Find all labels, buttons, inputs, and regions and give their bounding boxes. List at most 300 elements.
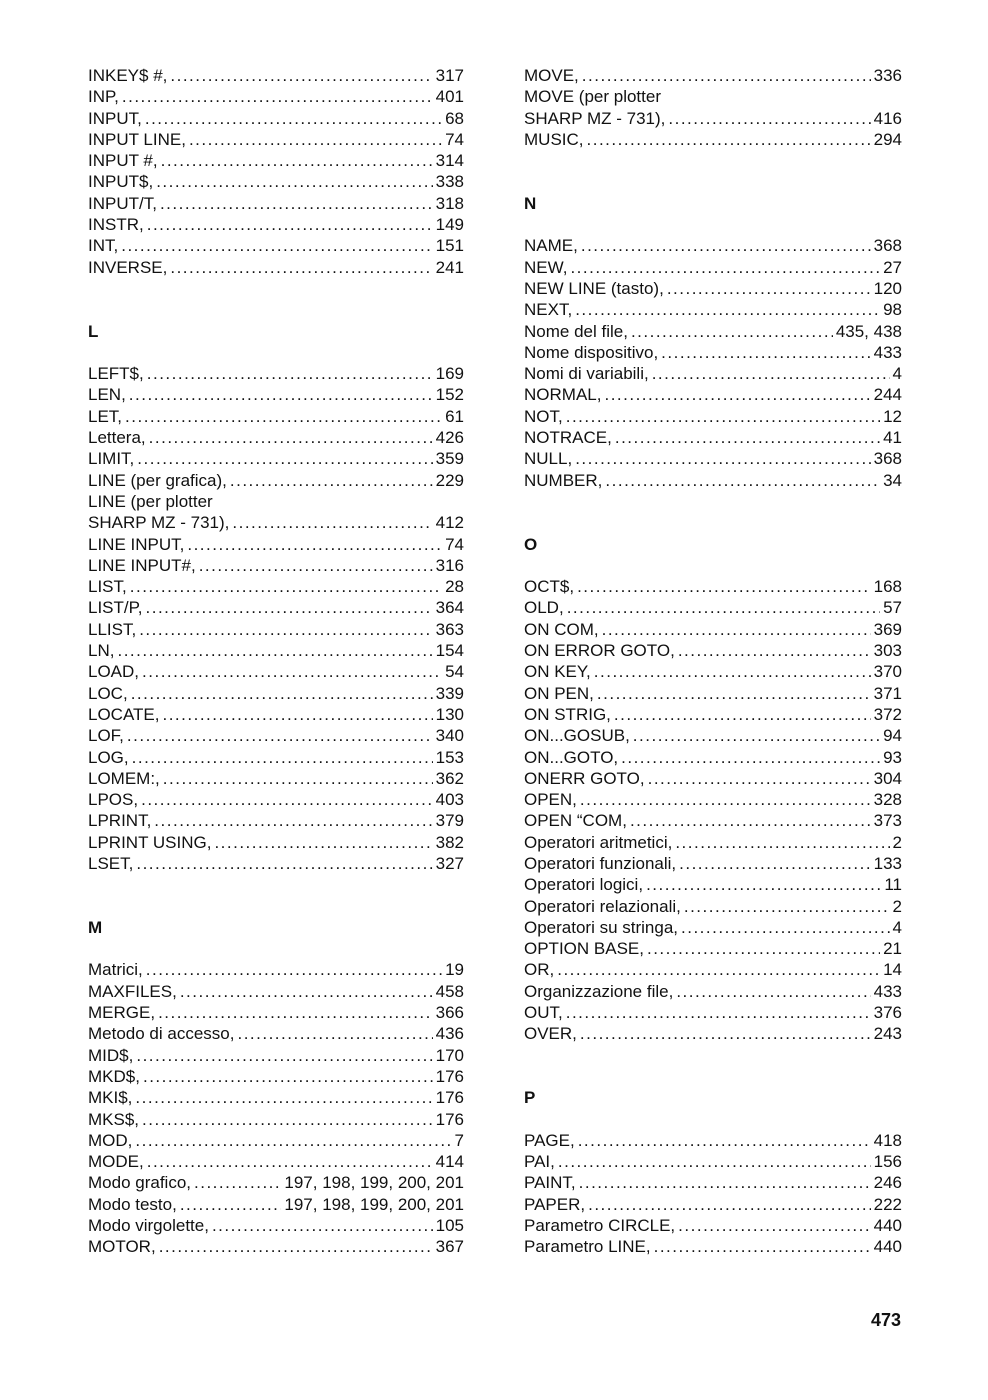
index-entry xyxy=(88,1002,464,1023)
index-term: Operatori funzionali, xyxy=(524,853,677,873)
index-pages: 359 xyxy=(435,449,464,469)
index-term: MUSIC, xyxy=(524,129,584,149)
index-term: LOCATE, xyxy=(88,704,160,724)
index-term: LOF, xyxy=(88,726,124,746)
index-column-right xyxy=(524,65,902,1258)
index-entry xyxy=(88,65,464,86)
index-pages: 120 xyxy=(873,278,902,298)
index-pages: 74 xyxy=(445,534,464,554)
index-pages: 168 xyxy=(873,577,902,597)
index-pages: 367 xyxy=(435,1237,464,1257)
dot-leader xyxy=(127,725,433,746)
index-entry xyxy=(524,1172,902,1193)
index-entry xyxy=(88,193,464,214)
index-entry xyxy=(524,257,902,278)
index-term: OPEN “COM, xyxy=(524,811,627,831)
index-entry xyxy=(88,704,464,725)
dot-leader xyxy=(139,619,432,640)
index-term: LINE INPUT#, xyxy=(88,555,196,575)
index-pages: 152 xyxy=(435,385,464,405)
dot-leader xyxy=(145,108,442,129)
index-entry xyxy=(524,619,902,640)
index-term: INPUT #, xyxy=(88,151,158,171)
index-entry xyxy=(88,1130,464,1151)
index-entry xyxy=(88,257,464,278)
index-pages: 19 xyxy=(445,960,464,980)
index-term: NEW, xyxy=(524,257,568,277)
dot-leader xyxy=(156,171,432,192)
index-pages: 364 xyxy=(435,598,464,618)
dot-leader xyxy=(147,214,433,235)
index-pages: 362 xyxy=(435,768,464,788)
dot-leader xyxy=(194,1172,281,1193)
dot-leader xyxy=(189,129,442,150)
index-term: LOMEM:, xyxy=(88,768,160,788)
index-term: SHARP MZ - 731), xyxy=(88,513,230,533)
index-pages: 28 xyxy=(445,577,464,597)
dot-leader xyxy=(117,640,432,661)
index-term: LLIST, xyxy=(88,619,137,639)
index-pages: 327 xyxy=(435,853,464,873)
index-pages: 170 xyxy=(435,1045,464,1065)
index-term: INVERSE, xyxy=(88,257,168,277)
index-pages: 368 xyxy=(873,449,902,469)
index-term: PAGE, xyxy=(524,1130,575,1150)
index-entry xyxy=(88,981,464,1002)
dot-leader xyxy=(158,1002,433,1023)
index-pages: 370 xyxy=(873,662,902,682)
dot-leader xyxy=(180,981,433,1002)
dot-leader xyxy=(146,597,433,618)
index-pages: 328 xyxy=(873,790,902,810)
index-term: LN, xyxy=(88,641,115,661)
index-group-o xyxy=(524,576,902,1045)
index-entry xyxy=(524,1194,902,1215)
index-term: INPUT LINE, xyxy=(88,129,186,149)
dot-leader xyxy=(135,1130,451,1151)
dot-leader xyxy=(122,86,433,107)
index-entry xyxy=(88,491,464,512)
index-entry xyxy=(524,470,902,491)
index-pages: 7 xyxy=(454,1130,464,1150)
index-term: Operatori relazionali, xyxy=(524,896,681,916)
index-entry xyxy=(524,959,902,980)
dot-leader xyxy=(647,938,880,959)
dot-leader xyxy=(142,1109,433,1130)
dot-leader xyxy=(602,619,871,640)
index-entry xyxy=(88,108,464,129)
dot-leader xyxy=(143,1066,433,1087)
dot-leader xyxy=(237,1023,432,1044)
index-entry xyxy=(524,789,902,810)
index-term: MAXFILES, xyxy=(88,981,177,1001)
index-pages: 176 xyxy=(435,1088,464,1108)
dot-leader xyxy=(581,235,871,256)
dot-leader xyxy=(212,1215,433,1236)
index-pages: 376 xyxy=(873,1003,902,1023)
index-pages: 314 xyxy=(435,151,464,171)
index-term: LPRINT USING, xyxy=(88,832,212,852)
dot-leader xyxy=(621,747,880,768)
index-term: Parametro LINE, xyxy=(524,1237,651,1257)
index-pages: 153 xyxy=(435,747,464,767)
index-pages: 294 xyxy=(873,129,902,149)
index-term: PAI, xyxy=(524,1152,555,1172)
dot-leader xyxy=(566,406,880,427)
index-term: Modo testo, xyxy=(88,1194,177,1214)
index-term: Metodo di accesso, xyxy=(88,1024,235,1044)
dot-leader xyxy=(567,597,880,618)
index-pages: 74 xyxy=(445,129,464,149)
dot-leader xyxy=(575,299,880,320)
index-entry xyxy=(88,150,464,171)
dot-leader xyxy=(597,683,871,704)
index-entry xyxy=(88,129,464,150)
index-entry xyxy=(524,661,902,682)
index-term: MERGE, xyxy=(88,1003,156,1023)
index-term: Operatori su stringa, xyxy=(524,917,679,937)
index-term: MOD, xyxy=(88,1130,133,1150)
index-pages: 414 xyxy=(435,1152,464,1172)
index-term: SHARP MZ - 731), xyxy=(524,108,666,128)
index-group-m-continued xyxy=(524,65,902,150)
dot-leader xyxy=(676,981,870,1002)
index-entry xyxy=(88,1045,464,1066)
dot-leader xyxy=(147,1151,433,1172)
dot-leader xyxy=(125,406,442,427)
index-term: Modo grafico, xyxy=(88,1173,191,1193)
index-term: OR, xyxy=(524,960,555,980)
index-pages: 130 xyxy=(435,704,464,724)
index-pages: 372 xyxy=(873,704,902,724)
index-term: ON PEN, xyxy=(524,683,594,703)
dot-leader xyxy=(146,959,442,980)
dot-leader xyxy=(667,278,871,299)
dot-leader xyxy=(575,448,870,469)
dot-leader xyxy=(187,534,442,555)
dot-leader xyxy=(135,1087,432,1108)
index-pages: 368 xyxy=(873,236,902,256)
index-pages: 246 xyxy=(873,1173,902,1193)
index-term: LPRINT, xyxy=(88,811,152,831)
index-pages: 440 xyxy=(873,1216,902,1236)
dot-leader xyxy=(141,789,433,810)
index-pages: 317 xyxy=(435,66,464,85)
dot-leader xyxy=(582,65,871,86)
index-entry xyxy=(88,1023,464,1044)
dot-leader xyxy=(578,1130,871,1151)
index-pages: 169 xyxy=(435,364,464,384)
index-pages: 93 xyxy=(883,747,902,767)
dot-leader xyxy=(131,683,433,704)
index-entry xyxy=(88,171,464,192)
dot-leader xyxy=(633,725,880,746)
index-entry xyxy=(524,832,902,853)
index-entry xyxy=(88,1194,464,1215)
index-pages: 151 xyxy=(435,236,464,256)
index-pages: 2 xyxy=(892,832,902,852)
dot-leader xyxy=(170,257,432,278)
index-term: Nome dispositivo, xyxy=(524,342,659,362)
index-term: OCT$, xyxy=(524,577,575,597)
index-term: MID$, xyxy=(88,1045,134,1065)
dot-leader xyxy=(160,193,433,214)
index-pages: 303 xyxy=(873,641,902,661)
index-entry xyxy=(88,853,464,874)
index-pages: 403 xyxy=(435,790,464,810)
index-entry xyxy=(524,1151,902,1172)
index-entry xyxy=(524,938,902,959)
dot-leader xyxy=(684,896,890,917)
index-term: INP, xyxy=(88,87,119,107)
index-pages: 98 xyxy=(883,300,902,320)
index-pages: 436 xyxy=(435,1024,464,1044)
index-entry xyxy=(88,470,464,491)
index-pages: 54 xyxy=(445,662,464,682)
index-term: LIMIT, xyxy=(88,449,135,469)
index-entry xyxy=(524,981,902,1002)
index-entry xyxy=(88,1236,464,1257)
dot-leader xyxy=(136,1045,432,1066)
index-pages: 338 xyxy=(435,172,464,192)
dot-leader xyxy=(675,832,889,853)
index-entry xyxy=(88,406,464,427)
index-term: NORMAL, xyxy=(524,385,602,405)
index-pages: 27 xyxy=(883,257,902,277)
dot-leader xyxy=(577,576,871,597)
index-pages: 241 xyxy=(435,257,464,277)
dot-leader xyxy=(678,1215,870,1236)
index-entry xyxy=(524,1130,902,1151)
index-entry xyxy=(88,1172,464,1193)
index-entry xyxy=(88,725,464,746)
index-pages: 426 xyxy=(435,428,464,448)
dot-leader xyxy=(614,704,871,725)
dot-leader xyxy=(652,363,890,384)
index-pages: 133 xyxy=(873,853,902,873)
index-pages: 304 xyxy=(873,768,902,788)
index-term: INT, xyxy=(88,236,119,256)
dot-leader xyxy=(163,768,433,789)
dot-leader xyxy=(661,342,870,363)
dot-leader xyxy=(681,917,890,938)
dot-leader xyxy=(170,65,432,86)
index-entry xyxy=(88,555,464,576)
index-entry xyxy=(524,384,902,405)
dot-leader xyxy=(604,384,870,405)
index-entry xyxy=(88,959,464,980)
index-term: NOT, xyxy=(524,406,563,426)
index-term: LIST, xyxy=(88,577,127,597)
index-entry xyxy=(88,597,464,618)
index-entry xyxy=(88,661,464,682)
index-term: Operatori logici, xyxy=(524,875,644,895)
index-entry xyxy=(88,640,464,661)
index-entry xyxy=(524,342,902,363)
index-term: MKS$, xyxy=(88,1109,140,1129)
index-group-i xyxy=(88,65,464,278)
dot-leader xyxy=(668,108,870,129)
index-pages: 412 xyxy=(435,513,464,533)
index-entry xyxy=(524,1002,902,1023)
dot-leader xyxy=(142,661,442,682)
index-term: Lettera, xyxy=(88,428,146,448)
index-pages: 440 xyxy=(873,1237,902,1257)
index-term: PAINT, xyxy=(524,1173,576,1193)
section-letter-n: N xyxy=(524,193,537,213)
index-term: MKI$, xyxy=(88,1088,133,1108)
index-term: OLD, xyxy=(524,598,564,618)
index-entry xyxy=(524,1215,902,1236)
index-pages: 433 xyxy=(873,981,902,1001)
index-entry xyxy=(524,896,902,917)
index-entry xyxy=(524,810,902,831)
index-term: NUMBER, xyxy=(524,470,603,490)
dot-leader xyxy=(605,470,880,491)
dot-leader xyxy=(630,810,871,831)
page-number: 473 xyxy=(870,1310,901,1330)
dot-leader xyxy=(137,448,432,469)
index-term: INPUT/T, xyxy=(88,193,157,213)
index-pages: 11 xyxy=(884,875,902,895)
dot-leader xyxy=(136,853,432,874)
index-entry xyxy=(88,214,464,235)
index-pages: 318 xyxy=(435,193,464,213)
index-entry xyxy=(88,235,464,256)
index-entry xyxy=(88,768,464,789)
index-entry xyxy=(88,1109,464,1130)
index-term: LOAD, xyxy=(88,662,140,682)
index-entry xyxy=(88,576,464,597)
index-pages: 316 xyxy=(435,555,464,575)
index-pages: 458 xyxy=(435,981,464,1001)
index-entry xyxy=(524,597,902,618)
index-pages: 243 xyxy=(873,1024,902,1044)
index-term: OPTION BASE, xyxy=(524,939,644,959)
dot-leader xyxy=(678,640,871,661)
index-term: MKD$, xyxy=(88,1066,140,1086)
dot-leader xyxy=(579,1172,871,1193)
dot-leader xyxy=(594,661,871,682)
dot-leader xyxy=(129,384,433,405)
dot-leader xyxy=(121,235,432,256)
index-entry xyxy=(524,108,902,129)
index-term: INSTR, xyxy=(88,215,144,235)
index-pages: 379 xyxy=(435,811,464,831)
index-pages: 366 xyxy=(435,1003,464,1023)
index-term: NULL, xyxy=(524,449,573,469)
dot-leader xyxy=(159,1236,433,1257)
index-entry xyxy=(524,747,902,768)
dot-leader xyxy=(149,427,433,448)
index-entry xyxy=(524,427,902,448)
section-letter-p: P xyxy=(524,1088,536,1108)
index-pages: 382 xyxy=(435,832,464,852)
index-pages: 12 xyxy=(883,406,902,426)
index-column-left xyxy=(88,65,464,1258)
index-term: INKEY$ #, xyxy=(88,66,168,85)
dot-leader xyxy=(199,555,433,576)
index-term: ON ERROR GOTO, xyxy=(524,641,675,661)
index-pages: 339 xyxy=(435,683,464,703)
index-term: Organizzazione file, xyxy=(524,981,674,1001)
index-entry xyxy=(88,1066,464,1087)
dot-leader xyxy=(646,874,881,895)
index-pages: 2 xyxy=(892,896,902,916)
section-letter-m: M xyxy=(88,917,103,937)
index-term: Modo virgolette, xyxy=(88,1216,209,1236)
index-pages: 176 xyxy=(435,1109,464,1129)
dot-leader xyxy=(180,1194,282,1215)
section-letter-o: O xyxy=(524,534,538,554)
index-term: ON...GOSUB, xyxy=(524,726,630,746)
index-pages: 197, 198, 199, 200, 201 xyxy=(284,1194,464,1214)
index-pages: 61 xyxy=(445,406,464,426)
index-entry xyxy=(88,363,464,384)
index-term: OUT, xyxy=(524,1003,563,1023)
dot-leader xyxy=(230,470,433,491)
index-pages: 401 xyxy=(435,87,464,107)
index-entry xyxy=(524,683,902,704)
index-term: LINE INPUT, xyxy=(88,534,185,554)
index-term: Parametro CIRCLE, xyxy=(524,1216,676,1236)
index-entry xyxy=(88,810,464,831)
index-entry xyxy=(524,406,902,427)
index-term: LINE (per grafica), xyxy=(88,470,227,490)
dot-leader xyxy=(580,789,871,810)
index-term: MOVE (per plotter xyxy=(524,87,661,107)
index-pages: 105 xyxy=(435,1216,464,1236)
index-entry xyxy=(524,363,902,384)
index-pages: 433 xyxy=(873,342,902,362)
index-entry xyxy=(88,384,464,405)
index-entry xyxy=(524,86,902,107)
index-term: ON COM, xyxy=(524,619,599,639)
dot-leader xyxy=(654,1236,871,1257)
dot-leader xyxy=(132,747,433,768)
dot-leader xyxy=(580,1023,871,1044)
index-entry xyxy=(88,789,464,810)
index-pages: 369 xyxy=(873,619,902,639)
index-term: LEN, xyxy=(88,385,126,405)
index-entry xyxy=(524,725,902,746)
index-entry xyxy=(524,853,902,874)
index-entry xyxy=(524,1236,902,1257)
dot-leader xyxy=(631,321,833,342)
index-term: LEFT$, xyxy=(88,364,144,384)
index-term: MOVE, xyxy=(524,66,579,85)
index-entry xyxy=(524,321,902,342)
index-pages: 176 xyxy=(435,1066,464,1086)
index-entry xyxy=(88,832,464,853)
index-entry xyxy=(524,768,902,789)
dot-leader xyxy=(570,257,880,278)
index-pages: 21 xyxy=(883,939,902,959)
index-entry xyxy=(524,235,902,256)
index-term: ONERR GOTO, xyxy=(524,768,645,788)
index-pages: 371 xyxy=(873,683,902,703)
index-term: Nome del file, xyxy=(524,321,628,341)
dot-leader xyxy=(147,363,433,384)
section-letter-l: L xyxy=(88,321,99,341)
index-pages: 229 xyxy=(435,470,464,490)
index-pages: 336 xyxy=(873,66,902,85)
index-term: LPOS, xyxy=(88,790,139,810)
index-pages: 156 xyxy=(873,1152,902,1172)
index-entry xyxy=(88,619,464,640)
index-term: OPEN, xyxy=(524,790,577,810)
index-pages: 340 xyxy=(435,726,464,746)
